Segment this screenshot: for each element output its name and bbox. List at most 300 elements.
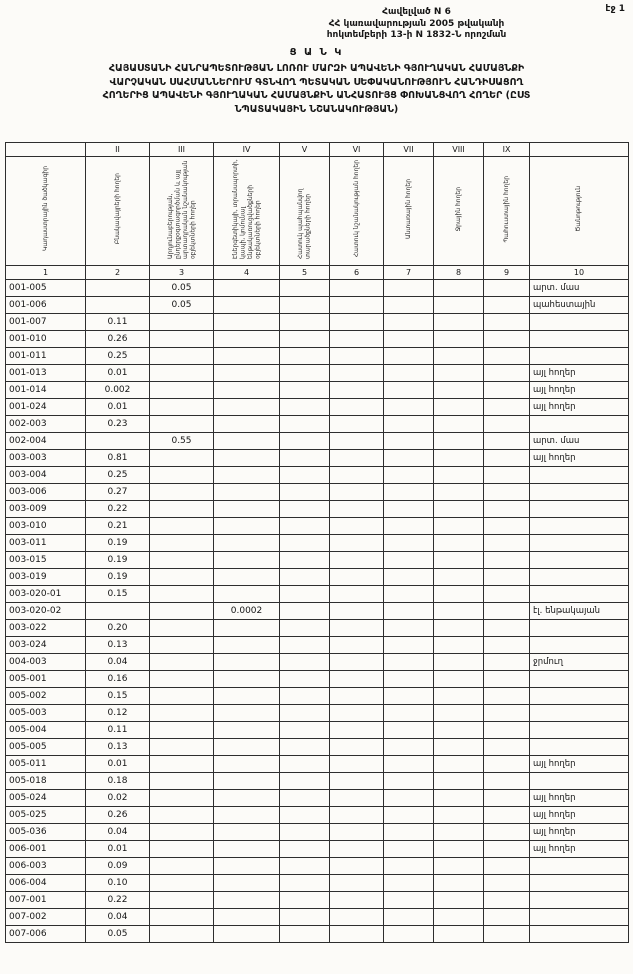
cell-area-value (434, 297, 484, 314)
cell-area-value (384, 552, 434, 569)
cell-area-value (86, 603, 150, 620)
cell-area-value (280, 790, 330, 807)
cell-area-value (330, 688, 384, 705)
cell-area-value (150, 790, 214, 807)
cell-area-value (484, 875, 530, 892)
cell-area-value (86, 280, 150, 297)
cell-note (530, 501, 629, 518)
cell-area-value: 0.01 (86, 365, 150, 382)
title-line-1: ՀԱՅԱՍՏԱՆԻ ՀԱՆՐԱՊԵՏՈՒԹՅԱՆ ԼՈՌՈՒ ՄԱՐԶԻ ԱՊԱՎԵՆԻ ԳՅՈՒՂԱԿԱՆ ՀԱՄԱՅՆՔԻ (108, 63, 525, 75)
table-row (6, 569, 629, 586)
cell-area-value (280, 603, 330, 620)
cell-area-value (330, 824, 384, 841)
cell-area-value (384, 280, 434, 297)
cell-area-value (330, 484, 384, 501)
roman-numeral-cell (530, 143, 629, 157)
cell-area-value (484, 467, 530, 484)
cell-area-value (330, 280, 384, 297)
cell-area-value (330, 552, 384, 569)
cell-area-value (280, 739, 330, 756)
cell-area-value (280, 858, 330, 875)
cell-area-value: 0.22 (86, 501, 150, 518)
cell-note (530, 569, 629, 586)
cell-area-value: 0.002 (86, 382, 150, 399)
cell-area-value (214, 535, 280, 552)
cell-cadastral-code: 003-004 (6, 467, 86, 484)
cell-area-value (384, 314, 434, 331)
column-header-forest-lands: Անտառային հողեր (384, 157, 434, 266)
cell-cadastral-code: 003-003 (6, 450, 86, 467)
cell-area-value (280, 909, 330, 926)
cell-area-value (280, 297, 330, 314)
cell-area-value (214, 671, 280, 688)
cell-area-value (384, 926, 434, 943)
cell-cadastral-code: 006-001 (6, 841, 86, 858)
cell-area-value (280, 586, 330, 603)
cell-note (530, 314, 629, 331)
cell-cadastral-code: 006-004 (6, 875, 86, 892)
document-title (0, 62, 633, 116)
cell-area-value (330, 637, 384, 654)
cell-area-value (214, 433, 280, 450)
cell-area-value (484, 807, 530, 824)
cell-area-value (330, 518, 384, 535)
cell-area-value (384, 535, 434, 552)
cell-area-value (484, 501, 530, 518)
cell-area-value (330, 535, 384, 552)
cell-area-value (434, 484, 484, 501)
cell-area-value (384, 654, 434, 671)
cell-area-value (280, 331, 330, 348)
cell-area-value (150, 399, 214, 416)
cell-note (530, 416, 629, 433)
cell-area-value (280, 314, 330, 331)
table-row (6, 280, 629, 297)
cell-note (530, 586, 629, 603)
cell-area-value (330, 654, 384, 671)
column-header-reserve-lands: Պահուստային հողեր (484, 157, 530, 266)
cell-area-value (150, 518, 214, 535)
cell-area-value (150, 875, 214, 892)
cell-area-value (150, 450, 214, 467)
cell-note (530, 620, 629, 637)
cell-area-value (484, 348, 530, 365)
cell-area-value (150, 926, 214, 943)
cell-area-value (384, 399, 434, 416)
cell-cadastral-code: 001-014 (6, 382, 86, 399)
cell-cadastral-code: 002-003 (6, 416, 86, 433)
cell-area-value (434, 450, 484, 467)
cell-area-value (214, 399, 280, 416)
cell-area-value: 0.05 (150, 297, 214, 314)
cell-area-value (214, 637, 280, 654)
cell-note (530, 688, 629, 705)
cell-note: այլ հողեր (530, 841, 629, 858)
cell-area-value (214, 773, 280, 790)
cell-area-value: 0.01 (86, 841, 150, 858)
cell-area-value (330, 926, 384, 943)
cell-note: այլ հողեր (530, 365, 629, 382)
cell-area-value (484, 416, 530, 433)
table-row (6, 909, 629, 926)
cell-area-value (330, 671, 384, 688)
cell-area-value (150, 501, 214, 518)
cell-area-value (434, 382, 484, 399)
roman-numeral-cell: III (150, 143, 214, 157)
table-row (6, 875, 629, 892)
cell-area-value: 0.10 (86, 875, 150, 892)
cell-note (530, 892, 629, 909)
cell-area-value: 0.19 (86, 569, 150, 586)
cell-cadastral-code: 003-024 (6, 637, 86, 654)
cell-area-value (214, 348, 280, 365)
cell-area-value (330, 501, 384, 518)
cell-area-value (384, 484, 434, 501)
table-row (6, 739, 629, 756)
cell-note (530, 671, 629, 688)
cell-area-value (384, 858, 434, 875)
column-header-cadastral-code: Կադաստրային ծածկագիր (6, 157, 86, 266)
cell-area-value (434, 552, 484, 569)
cell-area-value: 0.04 (86, 824, 150, 841)
cell-area-value (484, 671, 530, 688)
cell-area-value (434, 892, 484, 909)
table-row (6, 705, 629, 722)
cell-area-value (150, 314, 214, 331)
cell-area-value (280, 484, 330, 501)
cell-area-value (330, 620, 384, 637)
cell-area-value (150, 348, 214, 365)
cell-area-value (330, 807, 384, 824)
column-number-cell: 9 (484, 266, 530, 280)
cell-area-value (384, 450, 434, 467)
cell-area-value (214, 909, 280, 926)
cell-cadastral-code: 005-002 (6, 688, 86, 705)
roman-numeral-cell: VI (330, 143, 384, 157)
cell-area-value (484, 518, 530, 535)
cell-area-value (384, 875, 434, 892)
cell-area-value (384, 807, 434, 824)
cell-area-value (434, 314, 484, 331)
cell-area-value (150, 892, 214, 909)
cell-area-value: 0.11 (86, 314, 150, 331)
table-row (6, 382, 629, 399)
cell-area-value (384, 501, 434, 518)
column-number-cell: 5 (280, 266, 330, 280)
cell-area-value (280, 552, 330, 569)
cell-area-value (214, 892, 280, 909)
cell-area-value (150, 841, 214, 858)
cell-area-value (384, 688, 434, 705)
cell-note (530, 552, 629, 569)
column-header-special-lands: Հատուկ նշանակության հողեր (330, 157, 384, 266)
cell-area-value: 0.01 (86, 399, 150, 416)
cell-area-value (434, 654, 484, 671)
column-number-cell: 4 (214, 266, 280, 280)
cell-area-value (434, 348, 484, 365)
cell-area-value (150, 739, 214, 756)
cell-area-value (214, 790, 280, 807)
cell-area-value (150, 484, 214, 501)
cell-area-value (484, 450, 530, 467)
cell-area-value (384, 518, 434, 535)
cell-note (530, 858, 629, 875)
cell-cadastral-code: 005-001 (6, 671, 86, 688)
cell-area-value (484, 484, 530, 501)
cell-area-value (330, 909, 384, 926)
cell-area-value (280, 280, 330, 297)
cell-area-value: 0.05 (150, 280, 214, 297)
cell-area-value (484, 858, 530, 875)
cell-note (530, 722, 629, 739)
cell-area-value (484, 535, 530, 552)
cell-area-value: 0.25 (86, 467, 150, 484)
cell-area-value: 0.26 (86, 807, 150, 824)
cell-area-value (384, 739, 434, 756)
title-line-4: ՆՊԱՏԱԿԱՅԻՆ ՆՇԱՆԱԿՈՒԹՅԱՆ) (234, 103, 399, 115)
cell-area-value (150, 824, 214, 841)
cell-area-value (384, 892, 434, 909)
column-header-notes: Ծանոթություն (530, 157, 629, 266)
cell-cadastral-code: 003-022 (6, 620, 86, 637)
cell-area-value (384, 467, 434, 484)
cell-note: այլ հողեր (530, 790, 629, 807)
cell-area-value (280, 501, 330, 518)
cell-area-value (384, 790, 434, 807)
cell-area-value (280, 637, 330, 654)
table-row (6, 535, 629, 552)
cell-area-value (214, 416, 280, 433)
cell-area-value (384, 824, 434, 841)
table-row (6, 637, 629, 654)
cell-area-value (330, 314, 384, 331)
table-row (6, 841, 629, 858)
cell-area-value (384, 331, 434, 348)
cell-area-value (384, 637, 434, 654)
cell-area-value (434, 603, 484, 620)
cell-cadastral-code: 006-003 (6, 858, 86, 875)
cell-area-value (280, 433, 330, 450)
cell-area-value: 0.04 (86, 654, 150, 671)
cell-area-value (150, 382, 214, 399)
cell-note (530, 773, 629, 790)
table-row (6, 552, 629, 569)
cell-area-value: 0.25 (86, 348, 150, 365)
column-number-cell: 3 (150, 266, 214, 280)
column-header-protected-lands: Հատուկ պահպանվող տարածքների հողեր (280, 157, 330, 266)
cell-area-value (484, 552, 530, 569)
cell-area-value (150, 671, 214, 688)
cell-area-value (434, 518, 484, 535)
table-row (6, 824, 629, 841)
cell-cadastral-code: 001-013 (6, 365, 86, 382)
cell-area-value (214, 314, 280, 331)
column-number-cell: 10 (530, 266, 629, 280)
cell-area-value (384, 433, 434, 450)
cell-area-value (330, 756, 384, 773)
cell-area-value (384, 348, 434, 365)
cell-area-value (434, 535, 484, 552)
cell-area-value (214, 875, 280, 892)
cell-area-value (280, 671, 330, 688)
cell-area-value (434, 501, 484, 518)
cell-cadastral-code: 004-003 (6, 654, 86, 671)
cell-area-value: 0.20 (86, 620, 150, 637)
cell-area-value (434, 926, 484, 943)
cell-note: էլ. ենթակայան (530, 603, 629, 620)
cell-area-value (434, 365, 484, 382)
cell-note (530, 909, 629, 926)
list-title: Ց Ա Ն Կ (289, 47, 344, 59)
cell-cadastral-code: 005-025 (6, 807, 86, 824)
cell-cadastral-code: 005-005 (6, 739, 86, 756)
cell-area-value (434, 467, 484, 484)
cell-area-value (484, 620, 530, 637)
cell-area-value (280, 773, 330, 790)
cell-cadastral-code: 001-006 (6, 297, 86, 314)
cell-area-value (434, 688, 484, 705)
cell-area-value (280, 348, 330, 365)
cell-area-value (280, 807, 330, 824)
cell-area-value (484, 739, 530, 756)
cell-area-value (484, 280, 530, 297)
cell-area-value (330, 399, 384, 416)
roman-numeral-row (6, 143, 629, 157)
cell-area-value (150, 909, 214, 926)
cell-area-value (280, 705, 330, 722)
cell-area-value (384, 569, 434, 586)
table-row (6, 807, 629, 824)
cell-area-value (330, 722, 384, 739)
cell-area-value (150, 569, 214, 586)
cell-area-value (434, 280, 484, 297)
table-row (6, 450, 629, 467)
cell-area-value (214, 297, 280, 314)
cell-area-value (150, 467, 214, 484)
cell-area-value (280, 841, 330, 858)
cell-area-value (280, 382, 330, 399)
cell-note (530, 535, 629, 552)
cell-area-value (214, 552, 280, 569)
cell-area-value: 0.81 (86, 450, 150, 467)
cell-area-value (384, 586, 434, 603)
cell-note: այլ հողեր (530, 450, 629, 467)
cell-area-value (280, 399, 330, 416)
table-row (6, 620, 629, 637)
cell-area-value (384, 909, 434, 926)
cell-area-value: 0.21 (86, 518, 150, 535)
cell-area-value: 0.15 (86, 688, 150, 705)
cell-area-value (150, 535, 214, 552)
cell-cadastral-code: 001-011 (6, 348, 86, 365)
cell-cadastral-code: 005-011 (6, 756, 86, 773)
cell-area-value (280, 535, 330, 552)
cell-note (530, 637, 629, 654)
cell-area-value (330, 331, 384, 348)
cell-area-value: 0.0002 (214, 603, 280, 620)
cell-area-value (484, 790, 530, 807)
cell-note: այլ հողեր (530, 756, 629, 773)
cell-area-value (484, 603, 530, 620)
cell-area-value (384, 365, 434, 382)
cell-area-value: 0.09 (86, 858, 150, 875)
page-number: էջ 1 (605, 4, 625, 14)
cell-area-value (434, 909, 484, 926)
cell-area-value (280, 518, 330, 535)
cell-area-value (484, 892, 530, 909)
cell-area-value (484, 773, 530, 790)
cell-area-value (434, 586, 484, 603)
table-row (6, 654, 629, 671)
cell-area-value (330, 841, 384, 858)
roman-numeral-cell: VIII (434, 143, 484, 157)
cell-area-value (330, 382, 384, 399)
column-number-cell: 6 (330, 266, 384, 280)
column-header-industrial-lands: Արդյունաբերության, ընդերքօգտագործման և այլ արտադրական նշանակության օբյեկտների հողեր (150, 157, 214, 266)
cell-area-value (150, 654, 214, 671)
cell-area-value (214, 365, 280, 382)
cell-area-value (484, 824, 530, 841)
cell-area-value (280, 450, 330, 467)
column-number-cell: 7 (384, 266, 434, 280)
cell-area-value (150, 722, 214, 739)
table-row (6, 688, 629, 705)
cell-area-value (434, 416, 484, 433)
cell-cadastral-code: 003-011 (6, 535, 86, 552)
cell-area-value (214, 467, 280, 484)
cell-area-value (484, 637, 530, 654)
cell-note: այլ հողեր (530, 382, 629, 399)
table-row (6, 314, 629, 331)
cell-cadastral-code: 007-006 (6, 926, 86, 943)
cell-area-value (86, 433, 150, 450)
table-row (6, 926, 629, 943)
cell-cadastral-code: 003-009 (6, 501, 86, 518)
cell-area-value: 0.19 (86, 552, 150, 569)
cell-note: այլ հողեր (530, 824, 629, 841)
cell-area-value (484, 569, 530, 586)
cell-cadastral-code: 007-002 (6, 909, 86, 926)
cell-area-value: 0.02 (86, 790, 150, 807)
cell-area-value: 0.12 (86, 705, 150, 722)
cell-area-value (434, 841, 484, 858)
roman-numeral-cell: II (86, 143, 150, 157)
roman-numeral-cell: VII (384, 143, 434, 157)
cell-cadastral-code: 005-036 (6, 824, 86, 841)
roman-numeral-cell: IV (214, 143, 280, 157)
cell-cadastral-code: 005-024 (6, 790, 86, 807)
cell-area-value (434, 722, 484, 739)
table-row (6, 433, 629, 450)
cell-cadastral-code: 005-018 (6, 773, 86, 790)
decree-line-1: ՀՀ կառավարության 2005 թվականի (328, 18, 505, 29)
column-header-infrastructure-lands: Էներգետիկայի, տրանսպորտի, կապի, կոմունալ ենթակառուցվածքների օբյեկտների հողեր (214, 157, 280, 266)
cell-area-value (214, 654, 280, 671)
cell-area-value (434, 875, 484, 892)
cell-area-value (214, 620, 280, 637)
cell-note: այլ հողեր (530, 807, 629, 824)
cell-area-value (434, 569, 484, 586)
cell-area-value (280, 416, 330, 433)
cell-cadastral-code: 003-019 (6, 569, 86, 586)
cell-cadastral-code: 003-010 (6, 518, 86, 535)
cell-area-value (484, 722, 530, 739)
cell-area-value (214, 926, 280, 943)
cell-note: պահեստային (530, 297, 629, 314)
cell-area-value (150, 416, 214, 433)
table-row (6, 348, 629, 365)
cell-area-value: 0.19 (86, 535, 150, 552)
